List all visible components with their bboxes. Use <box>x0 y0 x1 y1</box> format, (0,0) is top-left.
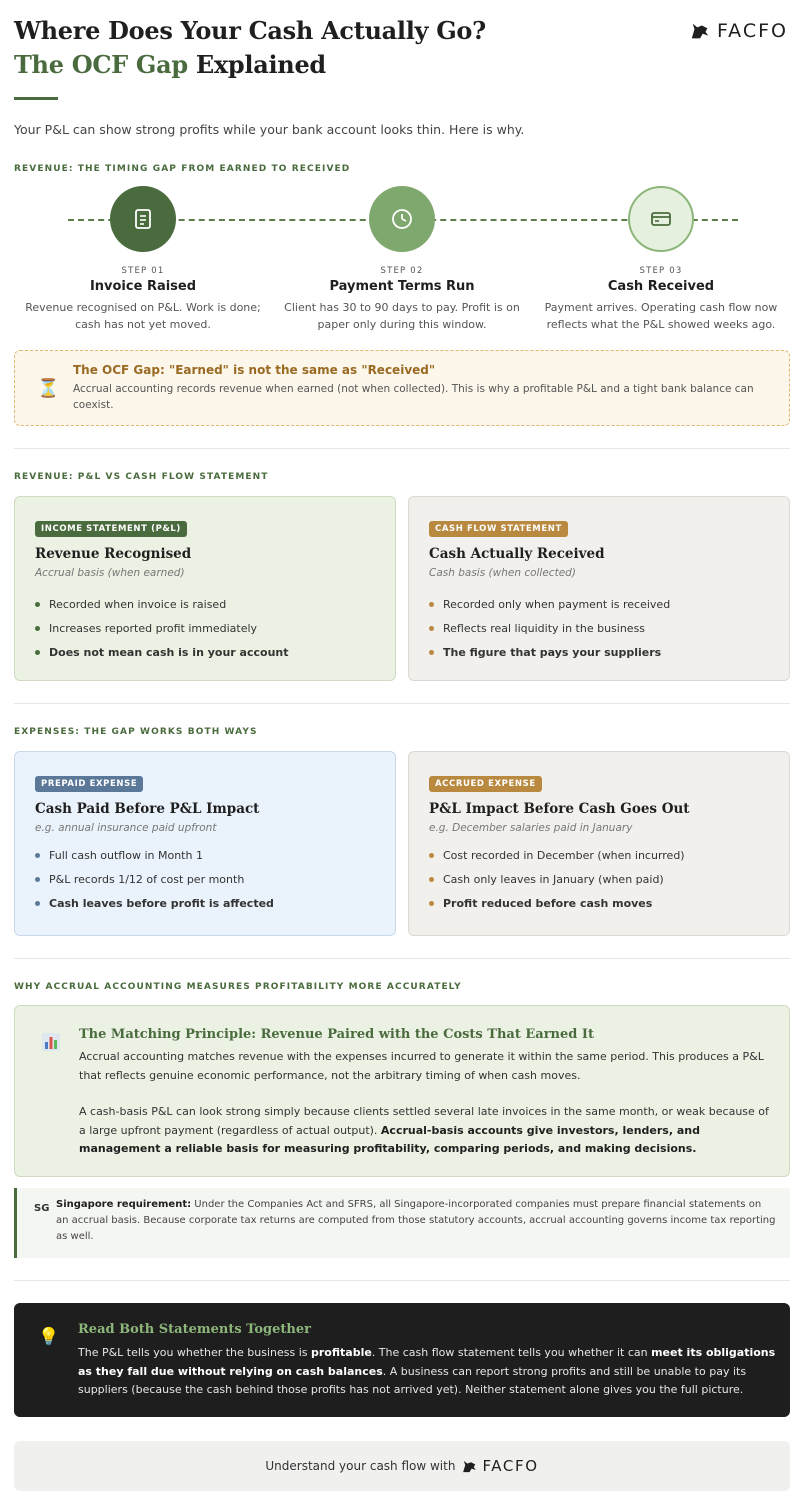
footer-banner[interactable] <box>14 1441 790 1491</box>
list-item-text: Cash leaves before profit is affected <box>49 896 274 910</box>
list-item-text: Profit reduced before cash moves <box>443 896 653 910</box>
card-badge: INCOME STATEMENT (P&L) <box>35 521 187 537</box>
text-part: . The cash flow statement tells you whether it can <box>371 1346 652 1359</box>
step-title: Invoice Raised <box>89 279 197 294</box>
card-badge: ACCRUED EXPENSE <box>429 776 542 792</box>
card-title: Revenue Recognised <box>35 546 192 562</box>
callout-text: Accrual accounting records revenue when earned (not when collected). This is why a profitable P&L and a tight bank balance can coexist. <box>73 383 754 411</box>
subtitle-accent: The OCF Gap <box>14 50 188 79</box>
list-item <box>429 592 670 616</box>
matching-principle-box <box>14 1005 790 1177</box>
section-label-expenses: EXPENSES: THE GAP WORKS BOTH WAYS <box>14 727 258 737</box>
title-underline <box>14 97 58 100</box>
list-item-text: Does not mean cash is in your account <box>49 645 289 659</box>
logo-text: FACFO <box>717 20 788 42</box>
card-title: P&L Impact Before Cash Goes Out <box>429 801 690 817</box>
section-label-timing: REVENUE: THE TIMING GAP FROM EARNED TO RECEIVED <box>14 164 351 174</box>
bullet-dot <box>429 602 434 607</box>
accrued-expense-card <box>408 751 790 936</box>
step-number: STEP 01 <box>121 266 165 276</box>
section-divider <box>14 448 790 449</box>
list-item <box>429 616 670 640</box>
footer-logo-text: FACFO <box>482 1457 539 1475</box>
bullet-dot <box>429 626 434 631</box>
matching-paragraph-1: Accrual accounting matches revenue with the expenses incurred to generate it within the same period. This produces a P&L that reflects genuine economic performance, not the arbitrary timing of when cash moves. <box>79 1050 764 1082</box>
bullet-dot <box>35 853 40 858</box>
list-item <box>35 592 289 616</box>
card-badge: PREPAID EXPENSE <box>35 776 143 792</box>
footer-text: Understand your cash flow with <box>265 1459 456 1473</box>
callout-title: The OCF Gap: "Earned" is not the same as "Received" <box>73 363 436 377</box>
read-both-statements-box <box>14 1303 790 1417</box>
cash-flow-card <box>408 496 790 681</box>
text-part: . A business can report strong profits and still be unable to pay its suppliers (because the cash behind those profits has not arrived yet). Neither statement alone gives you the full picture. <box>78 1364 747 1397</box>
list-item <box>429 867 685 891</box>
card-list <box>429 592 670 664</box>
card-list <box>35 592 289 664</box>
bullet-dot <box>35 602 40 607</box>
intro-text: Your P&L can show strong profits while your bank account looks thin. Here is why. <box>14 122 525 137</box>
bar-chart-icon <box>41 1032 61 1052</box>
list-item <box>429 843 685 867</box>
ocf-gap-callout <box>14 350 790 426</box>
sg-tag: SG <box>34 1203 50 1214</box>
step-3-circle <box>628 186 694 252</box>
list-item-text: Recorded only when payment is received <box>443 597 671 611</box>
list-item-text: Full cash outflow in Month 1 <box>49 848 203 862</box>
brand-logo <box>689 20 788 42</box>
pl-card <box>14 496 396 681</box>
singapore-requirement-box <box>14 1188 790 1258</box>
bullet-dot <box>35 877 40 882</box>
matching-paragraph-2 <box>79 1103 769 1159</box>
text-emphasis: meet its obligations as they fall due without relying on cash balances <box>78 1346 776 1378</box>
wolf-logo-icon <box>689 20 711 42</box>
step-title: Payment Terms Run <box>329 279 475 294</box>
step-description: Payment arrives. Operating cash flow now reflects what the P&L showed weeks ago. <box>544 301 778 331</box>
dark-box-text <box>78 1344 778 1400</box>
prepaid-expense-card <box>14 751 396 936</box>
card-subtitle: Cash basis (when collected) <box>429 567 576 579</box>
text-emphasis: profitable <box>311 1346 372 1359</box>
paragraph-emphasis: Accrual-basis accounts give investors, lenders, and management a reliable basis for measuring profitability, comparing periods, and making decisions. <box>79 1123 700 1156</box>
list-item <box>429 891 685 915</box>
card-list <box>35 843 274 915</box>
card-subtitle: e.g. December salaries paid in January <box>429 822 633 834</box>
list-item-text: Cost recorded in December (when incurred) <box>443 848 685 862</box>
list-item-text: P&L records 1/12 of cost per month <box>49 872 245 886</box>
list-item <box>35 867 274 891</box>
card-list <box>429 843 685 915</box>
step-description: Client has 30 to 90 days to pay. Profit is on paper only during this window. <box>284 301 520 331</box>
timeline-step-1 <box>18 186 268 333</box>
list-item <box>35 640 289 664</box>
sg-body: Under the Companies Act and SFRS, all Singapore-incorporated companies must prepare financial statements on an accrual basis. Because corporate tax returns are computed from those statutory accounts, accrual accounting governs income tax reporting as well. <box>56 1199 776 1242</box>
step-title: Cash Received <box>607 279 715 294</box>
list-item-text: Recorded when invoice is raised <box>49 597 227 611</box>
timeline-step-2 <box>277 186 527 333</box>
text-part: The P&L tells you whether the business is <box>78 1346 311 1359</box>
matching-title: The Matching Principle: Revenue Paired with the Costs That Earned It <box>79 1027 594 1042</box>
timeline-step-3 <box>536 186 786 333</box>
section-label-revenue-compare: REVENUE: P&L VS CASH FLOW STATEMENT <box>14 472 269 482</box>
hourglass-icon: ⏳ <box>37 378 60 399</box>
step-1-circle <box>110 186 176 252</box>
section-label-accrual: WHY ACCRUAL ACCOUNTING MEASURES PROFITABILITY MORE ACCURATELY <box>14 982 462 992</box>
step-description: Revenue recognised on P&L. Work is done; cash has not yet moved. <box>25 301 261 331</box>
card-subtitle: e.g. annual insurance paid upfront <box>35 822 217 834</box>
list-item <box>429 640 670 664</box>
card-badge: CASH FLOW STATEMENT <box>429 521 568 537</box>
list-item <box>35 891 274 915</box>
paragraph-text: A cash-basis P&L can look strong simply because clients settled several late invoices in the same month, or weak because of a large upfront payment (regardless of actual output). <box>79 1105 769 1137</box>
bullet-dot <box>35 650 40 655</box>
card-title: Cash Actually Received <box>429 546 605 562</box>
bullet-dot <box>35 626 40 631</box>
step-2-circle <box>369 186 435 252</box>
bullet-dot <box>35 901 40 906</box>
sg-label: Singapore requirement: <box>56 1199 192 1210</box>
card-icon <box>649 207 673 231</box>
page-title: Where Does Your Cash Actually Go? <box>14 16 486 45</box>
section-divider <box>14 958 790 959</box>
list-item <box>35 843 274 867</box>
sg-text <box>56 1197 776 1245</box>
bullet-dot <box>429 650 434 655</box>
bullet-dot <box>429 901 434 906</box>
document-icon <box>131 207 155 231</box>
step-number: STEP 03 <box>639 266 683 276</box>
list-item-text: Cash only leaves in January (when paid) <box>443 872 664 886</box>
card-title: Cash Paid Before P&L Impact <box>35 801 260 817</box>
wolf-logo-icon <box>461 1458 478 1475</box>
list-item-text: Increases reported profit immediately <box>49 621 258 635</box>
bullet-dot <box>429 853 434 858</box>
footer-logo <box>461 1457 538 1475</box>
lightbulb-icon: 💡 <box>38 1327 60 1347</box>
list-item-text: The figure that pays your suppliers <box>443 645 662 659</box>
subtitle-rest: Explained <box>187 50 326 79</box>
section-divider <box>14 703 790 704</box>
step-number: STEP 02 <box>380 266 424 276</box>
list-item-text: Reflects real liquidity in the business <box>443 621 646 635</box>
clock-icon <box>390 207 414 231</box>
card-subtitle: Accrual basis (when earned) <box>35 567 185 579</box>
section-divider <box>14 1280 790 1281</box>
list-item <box>35 616 289 640</box>
page-subtitle <box>14 50 326 79</box>
bullet-dot <box>429 877 434 882</box>
dark-box-title: Read Both Statements Together <box>78 1322 311 1337</box>
